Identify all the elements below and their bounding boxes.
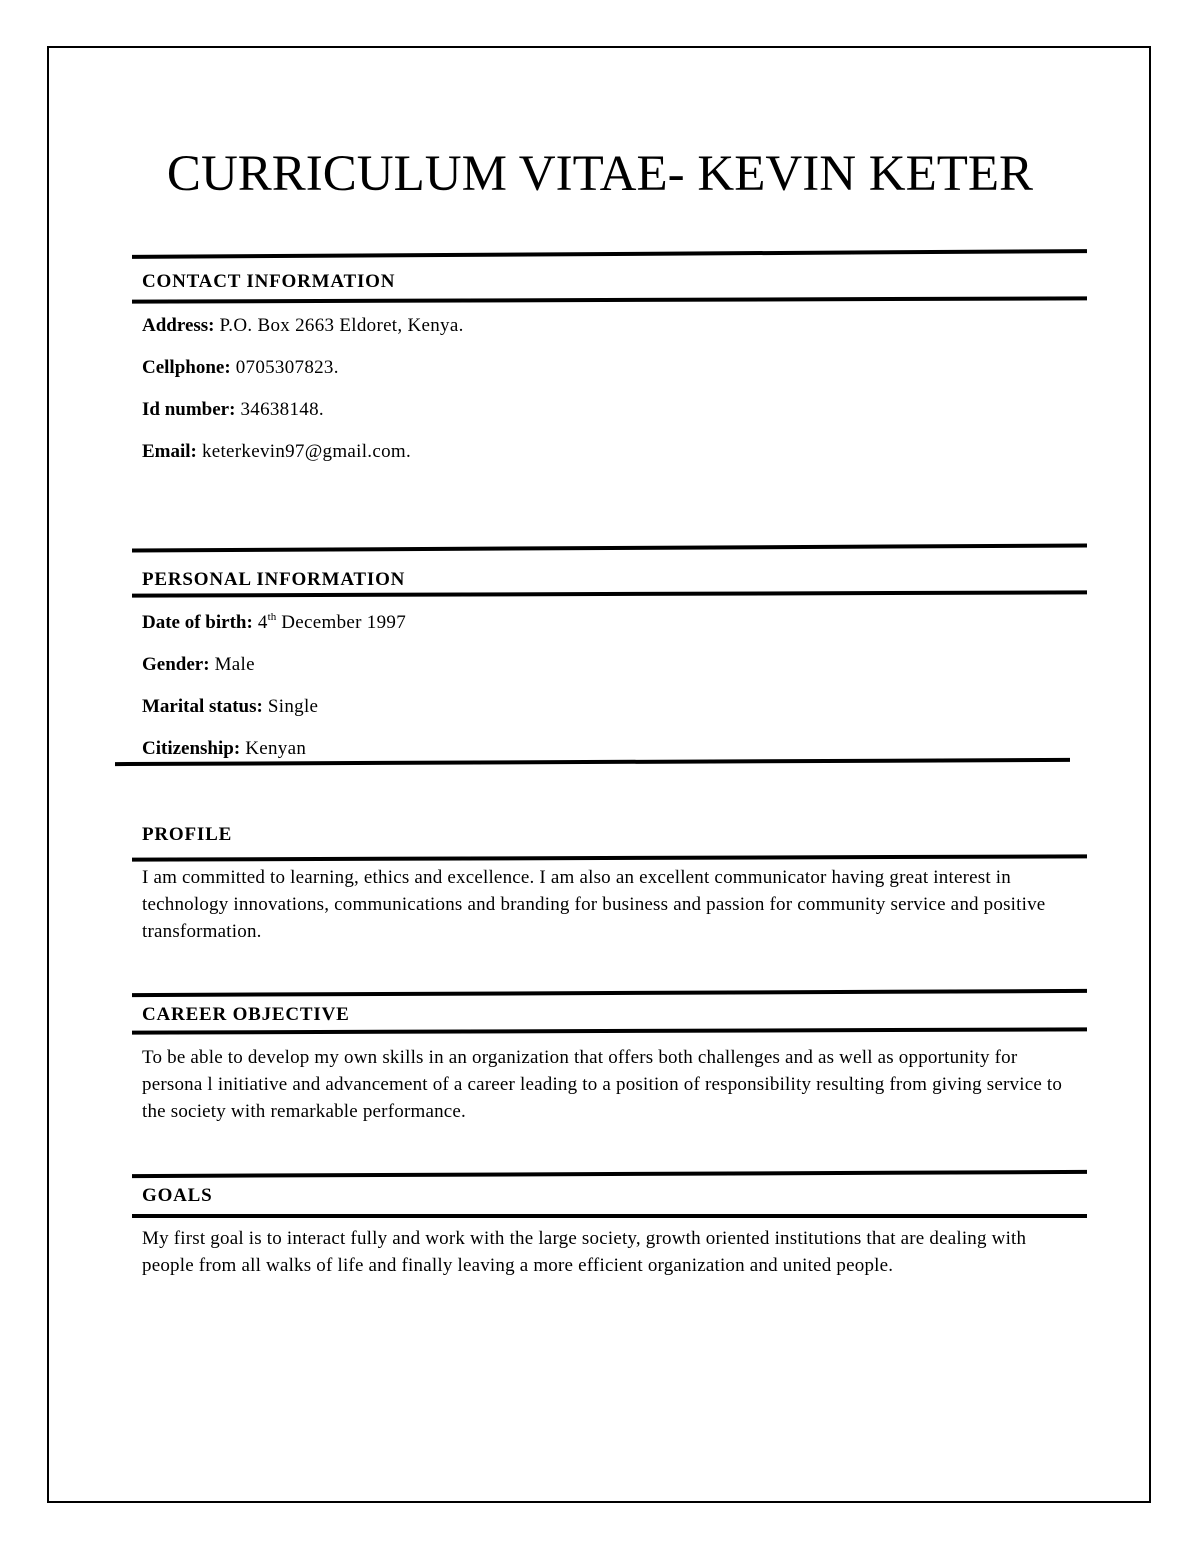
citizenship-value: Kenyan [240, 738, 307, 759]
citizenship-field [142, 737, 306, 761]
dob-day: 4 [252, 612, 268, 633]
document-title: CURRICULUM VITAE- KEVIN KETER [166, 146, 1034, 202]
address-field [142, 314, 464, 338]
marital-status-label: Marital status: [142, 696, 263, 717]
email-field [142, 440, 411, 464]
gender-label: Gender: [142, 654, 210, 675]
career-objective-heading: CAREER OBJECTIVE [142, 1004, 350, 1025]
cellphone-field [142, 356, 339, 380]
career-objective-text: To be able to develop my own skills in an organization that offers both challenges and as well as opportunity for persona l initiative and advancement of a career leading to a position of responsibility resulting from giving service to the society with remarkable performance. [142, 1047, 1063, 1122]
gender-value: Male [209, 654, 255, 675]
id-number-field [142, 398, 324, 422]
dob-suffix: th [267, 611, 277, 623]
cellphone-label: Cellphone: [142, 357, 231, 378]
page-frame [47, 46, 1151, 1503]
goals-heading: GOALS [142, 1185, 213, 1206]
address-label: Address: [142, 315, 215, 336]
dob-rest: December 1997 [276, 612, 406, 633]
id-number-value: 34638148. [235, 399, 324, 420]
dob-label: Date of birth: [142, 612, 253, 633]
marital-status-field [142, 695, 318, 719]
goals-text: My first goal is to interact fully and work with the large society, growth oriented institutions that are dealing with people from all walks of life and finally leaving a more efficient organization and united people. [142, 1228, 1027, 1276]
address-value: P.O. Box 2663 Eldoret, Kenya. [214, 315, 464, 336]
dob-field [142, 611, 406, 635]
citizenship-label: Citizenship: [142, 738, 241, 759]
profile-text: I am committed to learning, ethics and excellence. I am also an excellent communicator having great interest in technology innovations, communications and branding for business and passion for community service and positive transformation. [142, 867, 1046, 942]
cellphone-value: 0705307823. [230, 357, 339, 378]
section-rule [132, 1214, 1087, 1218]
contact-heading: CONTACT INFORMATION [142, 271, 396, 292]
id-number-label: Id number: [142, 399, 236, 420]
email-value: keterkevin97@gmail.com. [196, 441, 412, 462]
gender-field [142, 653, 255, 677]
email-label: Email: [142, 441, 197, 462]
marital-status-value: Single [262, 696, 319, 717]
profile-heading: PROFILE [142, 824, 233, 845]
personal-heading: PERSONAL INFORMATION [142, 569, 406, 590]
